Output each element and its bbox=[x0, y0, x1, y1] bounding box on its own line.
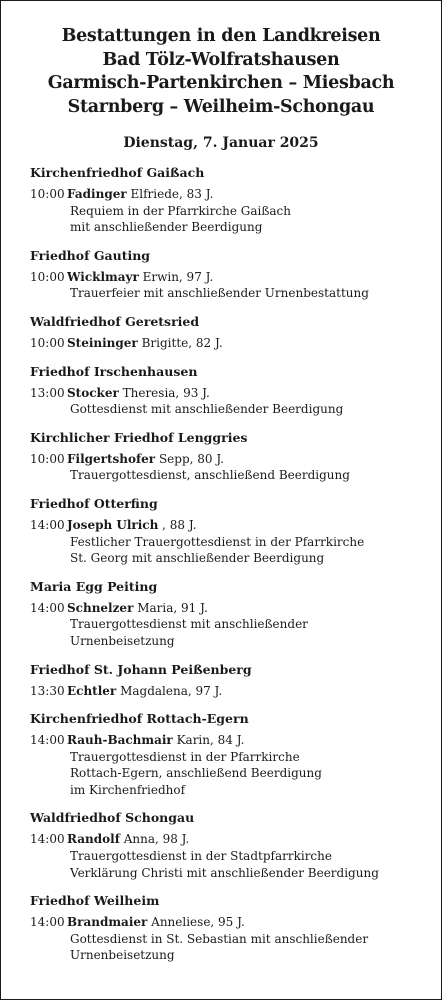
cemetery-name: Friedhof St. Johann Peißenberg bbox=[30, 661, 252, 677]
service-detail: Gottesdienst in St. Sebastian mit anschließender bbox=[70, 931, 369, 946]
funeral-time: 10:00 bbox=[30, 269, 65, 284]
funeral-time: 10:00 bbox=[30, 187, 65, 201]
service-detail: mit anschließender Beerdigung bbox=[70, 220, 263, 235]
funeral-time: 13:30 bbox=[30, 683, 65, 698]
headline-line: Bad Tölz-Wolfratshausen bbox=[102, 49, 340, 70]
cemetery-name: Kirchlicher Friedhof Lenggries bbox=[30, 429, 248, 445]
deceased-surname: Steininger bbox=[67, 335, 138, 350]
cemetery-name: Kirchenfriedhof Gaißach bbox=[30, 165, 205, 180]
cemetery-name: Kirchenfriedhof Rottach-Egern bbox=[30, 711, 249, 727]
deceased-given-name-age: Erwin, 97 J. bbox=[138, 269, 214, 284]
service-detail: Gottesdienst mit anschließender Beerdigung bbox=[70, 402, 344, 417]
service-detail: Urnenbeisetzung bbox=[70, 948, 175, 963]
deceased-given-name-age: Anneliese, 95 J. bbox=[147, 915, 245, 930]
cemetery-name: Friedhof Weilheim bbox=[30, 893, 160, 909]
service-detail: Rottach-Egern, anschließend Beerdigung bbox=[70, 766, 322, 781]
cemetery-name: Waldfriedhof Schongau bbox=[30, 810, 195, 826]
deceased-given-name-age: Maria, 91 J. bbox=[133, 600, 208, 615]
headline-line: Garmisch-Partenkirchen – Miesbach bbox=[47, 73, 395, 93]
deceased-surname: Schnelzer bbox=[67, 600, 134, 615]
funeral-time: 10:00 bbox=[30, 335, 65, 350]
funeral-time: 14:00 bbox=[30, 832, 65, 847]
service-detail: Urnenbeisetzung bbox=[70, 633, 175, 648]
deceased-given-name-age: Magdalena, 97 J. bbox=[116, 683, 223, 698]
service-detail: im Kirchenfriedhof bbox=[70, 782, 186, 797]
funeral-time: 10:00 bbox=[30, 451, 65, 466]
service-detail: Trauergottesdienst mit anschließender bbox=[70, 617, 308, 632]
deceased-given-name-age: Brigitte, 82 J. bbox=[137, 335, 223, 350]
cemetery-name: Maria Egg Peiting bbox=[30, 578, 158, 594]
service-detail: Verklärung Christi mit anschließender Beerdigung bbox=[70, 865, 379, 880]
deceased-given-name-age: Karin, 84 J. bbox=[172, 733, 245, 748]
deceased-given-name-age: , 88 J. bbox=[158, 517, 197, 532]
cemetery-name: Friedhof Irschenhausen bbox=[30, 363, 198, 379]
deceased-surname: Stocker bbox=[67, 385, 119, 400]
service-detail: Festlicher Trauergottesdienst in der Pfarrkirche bbox=[70, 534, 365, 549]
service-detail: Trauergottesdienst in der Stadtpfarrkirche bbox=[70, 849, 332, 864]
service-detail: Trauergottesdienst in der Pfarrkirche bbox=[70, 749, 300, 764]
date-line: Dienstag, 7. Januar 2025 bbox=[123, 135, 319, 151]
deceased-surname: Joseph Ulrich bbox=[67, 517, 159, 532]
cemetery-name: Friedhof Otterfing bbox=[30, 495, 158, 511]
headline-line: Bestattungen in den Landkreisen bbox=[61, 26, 381, 46]
service-detail: Trauergottesdienst, anschließend Beerdigung bbox=[70, 468, 350, 483]
deceased-surname: Filgertshofer bbox=[67, 451, 156, 466]
cemetery-name: Waldfriedhof Geretsried bbox=[30, 313, 200, 329]
cemetery-name: Friedhof Gauting bbox=[30, 247, 151, 263]
funeral-time: 14:00 bbox=[30, 600, 65, 615]
funeral-time: 14:00 bbox=[30, 517, 65, 532]
deceased-given-name-age: Theresia, 93 J. bbox=[118, 385, 210, 400]
deceased-surname: Randolf bbox=[67, 832, 120, 847]
deceased-surname: Rauh-Bachmair bbox=[67, 733, 173, 748]
deceased-given-name-age: Sepp, 80 J. bbox=[155, 451, 225, 466]
deceased-given-name-age: Elfriede, 83 J. bbox=[126, 187, 214, 201]
deceased-surname: Echtler bbox=[67, 683, 117, 698]
service-detail: St. Georg mit anschließender Beerdigung bbox=[70, 551, 325, 566]
service-detail: Requiem in der Pfarrkirche Gaißach bbox=[70, 203, 291, 218]
funeral-time: 13:00 bbox=[30, 385, 65, 400]
deceased-surname: Wicklmayr bbox=[67, 269, 139, 284]
deceased-surname: Fadinger bbox=[67, 187, 127, 201]
deceased-surname: Brandmaier bbox=[67, 915, 148, 930]
funeral-time: 14:00 bbox=[30, 915, 65, 930]
headline-line: Starnberg – Weilheim-Schongau bbox=[67, 96, 375, 117]
deceased-given-name-age: Anna, 98 J. bbox=[119, 832, 190, 847]
funeral-time: 14:00 bbox=[30, 733, 65, 748]
service-detail: Trauerfeier mit anschließender Urnenbestattung bbox=[70, 286, 369, 301]
